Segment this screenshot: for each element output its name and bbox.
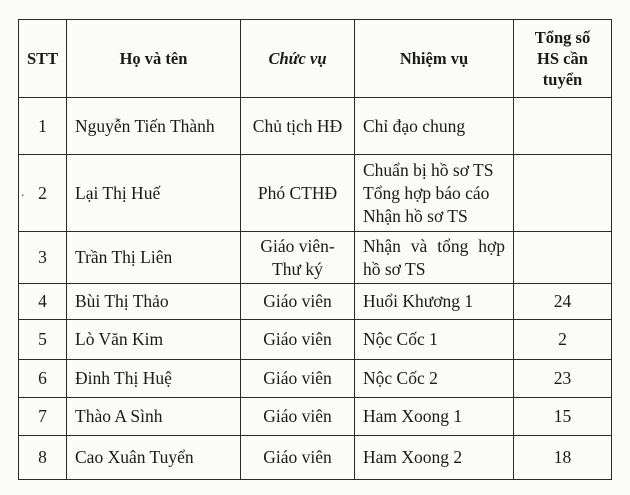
name-cell: Thào A Sình (67, 398, 241, 436)
stt-cell: 8 (19, 436, 67, 480)
table-row (19, 360, 612, 398)
role-cell (241, 436, 355, 480)
task-cell (355, 436, 514, 480)
task-line: hồ sơ TS (363, 258, 426, 279)
name-cell: Trần Thị Liên (67, 232, 241, 284)
role-cell (241, 98, 355, 155)
name-cell: Lại Thị Huế (67, 155, 241, 232)
stt-cell: 1 (19, 98, 67, 155)
stt-cell: 7 (19, 398, 67, 436)
name-cell: Cao Xuân Tuyển (67, 436, 241, 480)
stt-cell: 6 (19, 360, 67, 398)
table-row (19, 398, 612, 436)
table-row (19, 436, 612, 480)
name-cell: Bùi Thị Thảo (67, 284, 241, 320)
name-cell: Đinh Thị Huệ (67, 360, 241, 398)
role-line: Giáo viên (263, 291, 332, 311)
task-line: Chỉ đạo chung (363, 115, 466, 136)
role-line: Giáo viên (263, 406, 332, 426)
task-cell (355, 155, 514, 232)
task-line: Tổng hợp báo cáo (363, 182, 490, 203)
count-cell: 24 (514, 284, 612, 320)
task-line: Chuẩn bị hồ sơ TS (363, 159, 494, 180)
table-row (19, 155, 612, 232)
stt-cell: 5 (19, 320, 67, 360)
count-cell: 23 (514, 360, 612, 398)
header-count-line: HS cần (537, 49, 588, 68)
count-cell: 15 (514, 398, 612, 436)
task-line: Nhận hồ sơ TS (363, 205, 468, 226)
header-count (514, 20, 612, 98)
stt-cell (19, 155, 67, 232)
name-cell: Nguyễn Tiến Thành (67, 98, 241, 155)
role-line: Giáo viên (263, 368, 332, 388)
role-cell (241, 155, 355, 232)
header-role: Chức vụ (241, 20, 355, 98)
task-cell (355, 98, 514, 155)
count-cell: 18 (514, 436, 612, 480)
role-cell (241, 320, 355, 360)
role-line: Chủ tịch HĐ (252, 115, 343, 136)
task-line: Nộc Cốc 2 (363, 368, 438, 388)
table-row (19, 320, 612, 360)
role-line: Thư ký (272, 258, 323, 279)
task-line: Ham Xoong 1 (363, 406, 463, 426)
count-cell (514, 232, 612, 284)
scan-speck: . (21, 185, 25, 200)
task-line: Nộc Cốc 1 (363, 329, 438, 349)
role-cell (241, 284, 355, 320)
role-cell (241, 232, 355, 284)
role-line: Giáo viên- (260, 235, 335, 256)
name-cell: Lò Văn Kim (67, 320, 241, 360)
role-cell (241, 398, 355, 436)
role-cell (241, 360, 355, 398)
header-stt: STT (19, 20, 67, 98)
task-line: Huổi Khương 1 (363, 291, 474, 311)
header-task: Nhiệm vụ (355, 20, 514, 98)
stt-cell: 4 (19, 284, 67, 320)
task-line: Nhận và tổng hợp (363, 235, 505, 256)
task-cell (355, 360, 514, 398)
role-line: Giáo viên (263, 447, 332, 467)
count-cell (514, 98, 612, 155)
task-cell (355, 320, 514, 360)
staff-assignment-table (18, 19, 612, 480)
role-line: Phó CTHĐ (257, 182, 338, 203)
role-line: Giáo viên (263, 329, 332, 349)
task-cell (355, 284, 514, 320)
count-cell: 2 (514, 320, 612, 360)
table-header-row (19, 20, 612, 98)
task-cell (355, 398, 514, 436)
table-row (19, 232, 612, 284)
stt-cell: 3 (19, 232, 67, 284)
header-count-line: tuyển (542, 70, 583, 89)
task-line: Ham Xoong 2 (363, 447, 463, 467)
task-cell (355, 232, 514, 284)
table-row (19, 98, 612, 155)
header-name: Họ và tên (67, 20, 241, 98)
stt-value: 2 (38, 182, 47, 203)
count-cell (514, 155, 612, 232)
table-row (19, 284, 612, 320)
header-count-line: Tổng số (534, 28, 591, 47)
